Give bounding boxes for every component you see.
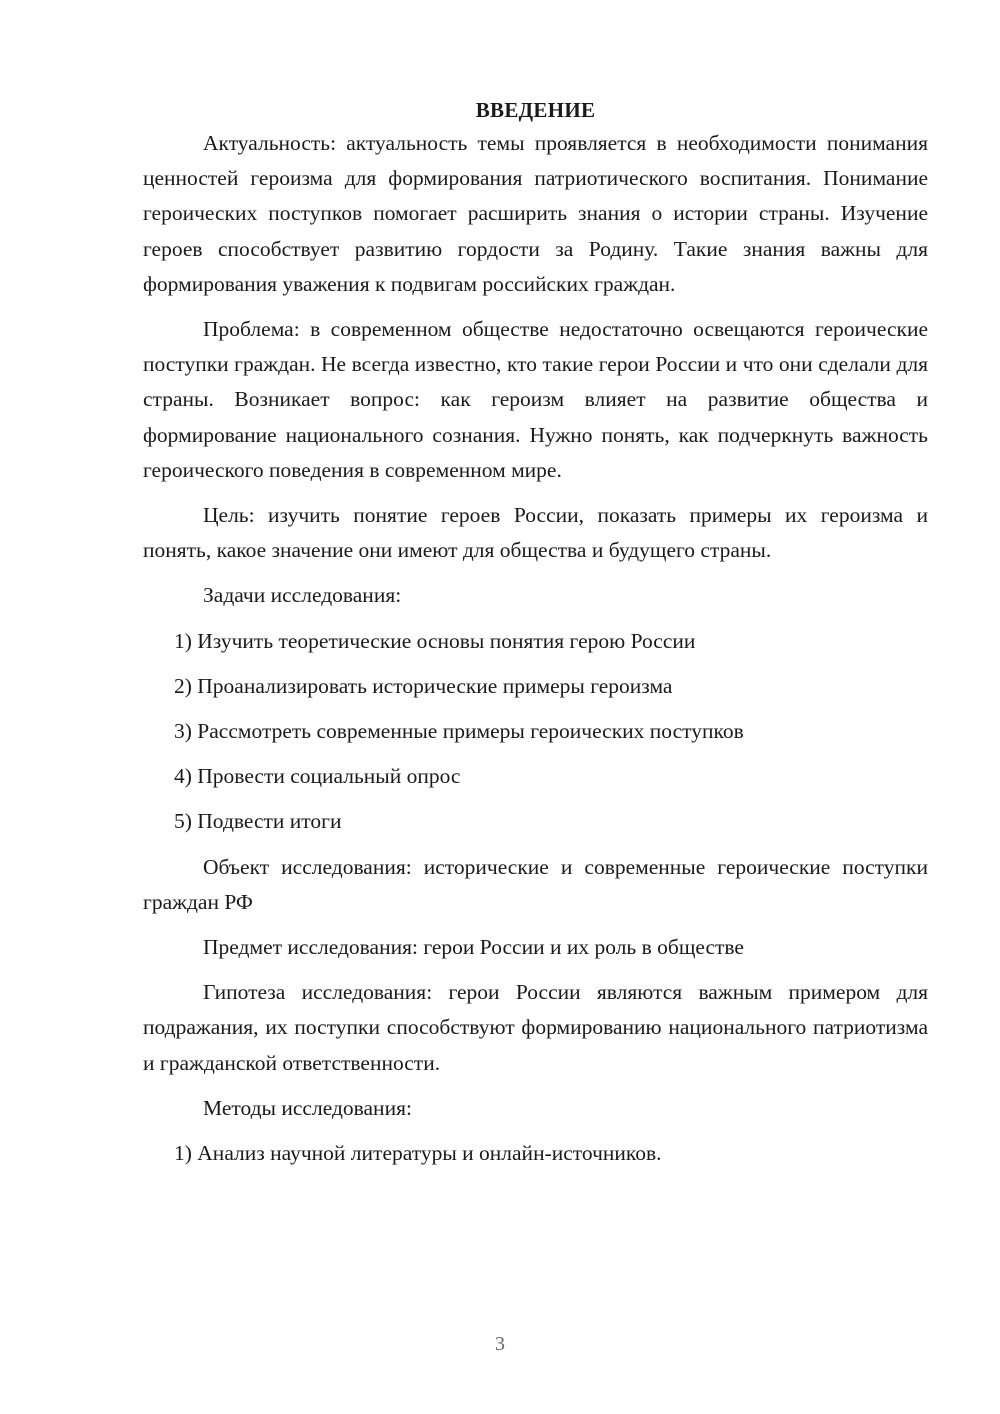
section-heading: ВВЕДЕНИЕ	[475, 98, 596, 122]
paragraph-goal: Цель: изучить понятие героев России, показать примеры их героизма и понять, какое значение они имеют для общества и будущего страны.	[143, 503, 928, 563]
list-item: 2) Проанализировать исторические примеры героизма	[174, 673, 673, 698]
paragraph-subject: Предмет исследования: герои России и их роль в обществе	[203, 935, 744, 960]
tasks-list	[143, 624, 928, 840]
paragraph-problem: Проблема: в современном обществе недостаточно освещаются героические поступки граждан. Не всегда известно, кто такие герои России и что они сделали для страны. Возникает вопрос: как героизм влияет на развитие общества и формирование национального сознания. Нужно понять, как подчеркнуть важность героического поведения в современном мире.	[143, 317, 928, 482]
list-item: 1) Анализ научной литературы и онлайн-источников.	[174, 1141, 662, 1166]
paragraph-hypothesis: Гипотеза исследования: герои России являются важным примером для подражания, их поступки способствуют формированию национального патриотизма и гражданской ответственности.	[143, 980, 928, 1075]
tasks-title: Задачи исследования:	[203, 583, 402, 608]
paragraph-relevance: Актуальность: актуальность темы проявляется в необходимости понимания ценностей героизма для формирования патриотического воспитания. Понимание героических поступков помогает расширить знания о истории страны. Изучение героев способствует развитию гордости за Родину. Такие знания важны для формирования уважения к подвигам российских граждан.	[143, 131, 928, 296]
list-item: 3) Рассмотреть современные примеры героических поступков	[174, 719, 744, 744]
methods-title: Методы исследования:	[203, 1095, 412, 1120]
page-number: 3	[495, 1333, 505, 1355]
document-page	[143, 95, 928, 1181]
list-item: 5) Подвести итоги	[174, 809, 342, 834]
list-item: 4) Провести социальный опрос	[174, 764, 461, 789]
list-item: 1) Изучить теоретические основы понятия герою России	[174, 628, 696, 653]
methods-list	[143, 1136, 928, 1171]
paragraph-object: Объект исследования: исторические и современные героические поступки граждан РФ	[143, 854, 928, 914]
